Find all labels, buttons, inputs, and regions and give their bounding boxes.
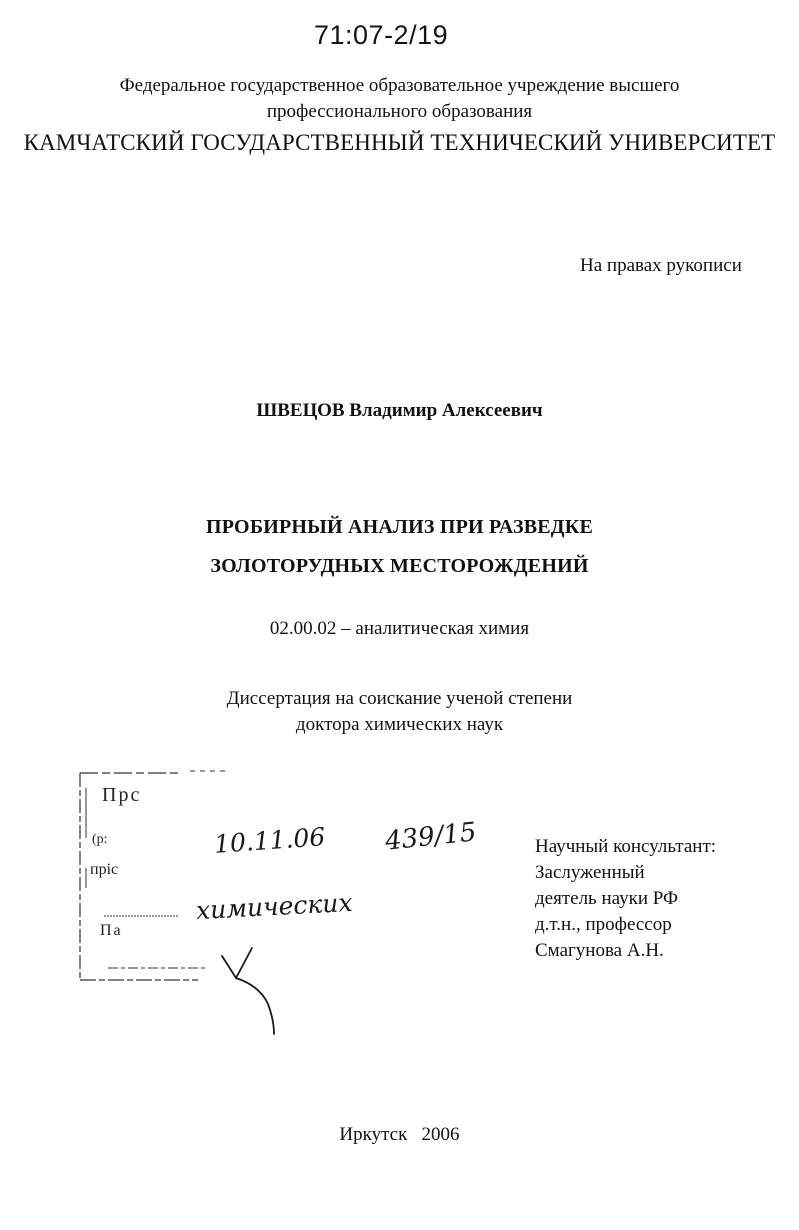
- degree-line-1: Диссертация на соискание ученой степени: [226, 688, 573, 709]
- consultant-label: Научный консультант:: [535, 836, 717, 857]
- university-name: КАМЧАТСКИЙ ГОСУДАРСТВЕННЫЙ ТЕХНИЧЕСКИЙ УНИВЕРСИТЕТ: [23, 130, 776, 155]
- stamp-line-3: пріс: [90, 861, 119, 878]
- handwritten-signature-mark: [218, 946, 298, 1036]
- author-name: ШВЕЦОВ Владимир Алексеевич: [256, 400, 543, 421]
- title-line-1: ПРОБИРНЫЙ АНАЛИЗ ПРИ РАЗВЕДКЕ: [206, 516, 593, 538]
- city-year: Иркутск 2006: [339, 1124, 460, 1145]
- handwritten-word: химических: [195, 887, 354, 926]
- consultant-title-1: Заслуженный: [535, 862, 645, 883]
- stamp-line-4: Па: [100, 922, 123, 939]
- stamp-line-2: (р:: [92, 832, 108, 847]
- institution-line-2: профессионального образования: [266, 101, 533, 122]
- handwritten-date: 10.11.06: [213, 822, 327, 859]
- consultant-title-2: деятель науки РФ: [535, 888, 679, 909]
- handwritten-number: 439/15: [383, 817, 478, 857]
- library-stamp: [78, 768, 354, 988]
- title-line-2: ЗОЛОТОРУДНЫХ МЕСТОРОЖДЕНИЙ: [210, 555, 589, 577]
- consultant-name: Смагунова А.Н.: [535, 940, 664, 961]
- consultant-degree: д.т.н., профессор: [535, 914, 672, 935]
- stamp-line-1: Прс: [102, 784, 142, 806]
- catalog-number: 71:07-2/19: [314, 20, 449, 50]
- institution-line-1: Федеральное государственное образовательное учреждение высшего: [119, 75, 680, 96]
- degree-line-2: доктора химических наук: [295, 714, 504, 735]
- rights-note: На правах рукописи: [580, 255, 742, 276]
- specialty-code: 02.00.02 – аналитическая химия: [269, 618, 530, 639]
